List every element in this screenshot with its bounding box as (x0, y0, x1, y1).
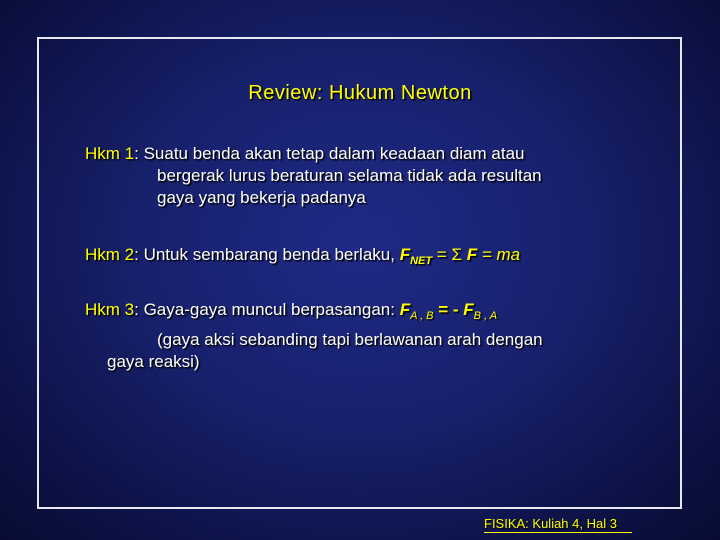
law2-fnet (399, 245, 433, 267)
law2-equals: = (432, 245, 452, 264)
law3-mid: = - (433, 300, 464, 319)
law3-line3: gaya reaksi) (107, 352, 200, 371)
law3-sub2: B , A (473, 310, 498, 322)
law2-label: Hkm 2 (85, 245, 135, 264)
law2-line (85, 245, 520, 265)
law3-sub1: A , B (410, 310, 434, 322)
law3-f1: F (399, 300, 411, 319)
law2-rhs: = ma (477, 245, 521, 264)
law1-colon: : (134, 144, 144, 163)
law2-f: F (466, 245, 478, 264)
law2-net-subscript: NET (410, 255, 433, 267)
law1-line2: bergerak lurus beraturan selama tidak ada resultan (157, 166, 542, 185)
slide-frame (37, 37, 682, 509)
slide-title: Review: Hukum Newton (248, 82, 472, 104)
law1-line1 (85, 144, 524, 164)
law1-text-1: Suatu benda akan tetap dalam keadaan diam atau (143, 144, 525, 163)
law3-line2: (gaya aksi sebanding tapi berlawanan arah dengan (157, 330, 543, 349)
slide-footer: FISIKA: Kuliah 4, Hal 3 (484, 516, 617, 531)
law2-text: Untuk sembarang benda berlaku, (143, 245, 400, 264)
law3-colon: : (134, 300, 144, 319)
footer-underline (484, 532, 632, 533)
law3-line1 (85, 300, 497, 320)
law2-colon: : (134, 245, 144, 264)
law1-label: Hkm 1 (85, 144, 135, 163)
law2-sigma: Σ (451, 245, 462, 264)
law2-f-symbol: F (399, 245, 411, 264)
law3-text: Gaya-gaya muncul berpasangan: (143, 300, 400, 319)
law3-label: Hkm 3 (85, 300, 135, 319)
law1-line3: gaya yang bekerja padanya (157, 188, 366, 207)
law3-f2: F (463, 300, 474, 319)
